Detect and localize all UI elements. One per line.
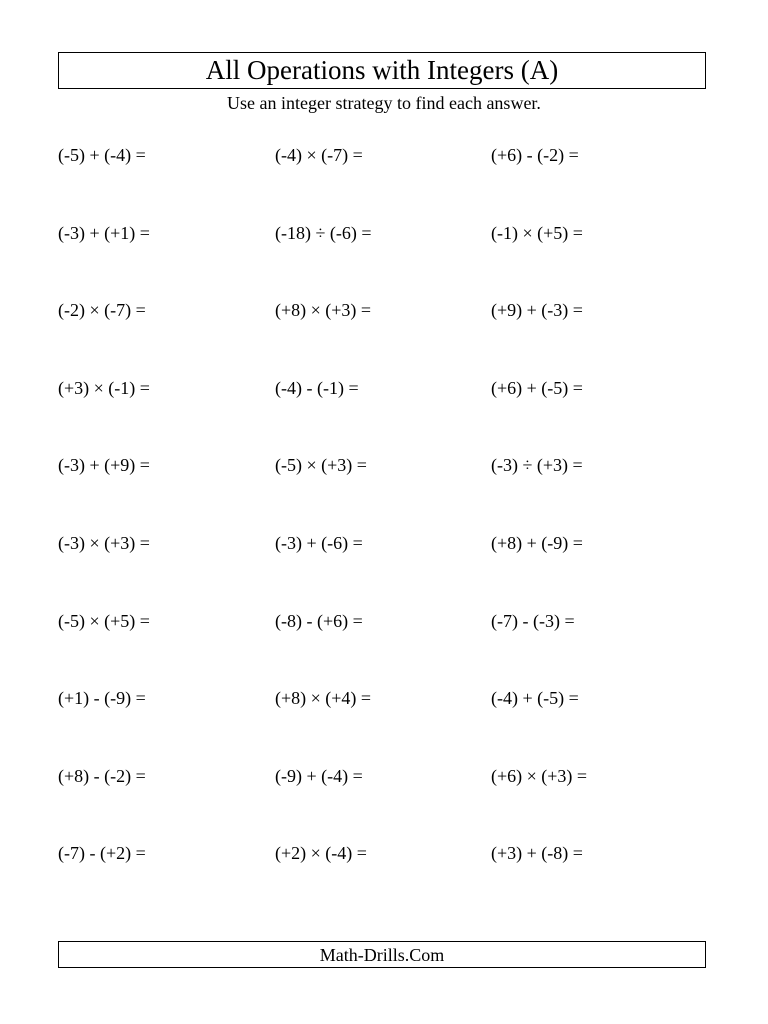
- problem-row: [58, 766, 708, 844]
- problem: (-7) - (+2) =: [58, 843, 146, 864]
- problem-row: [58, 455, 708, 533]
- footer-box: [58, 941, 706, 968]
- problem: (+3) × (-1) =: [58, 377, 150, 398]
- problem-row: [58, 688, 708, 766]
- problem: (-1) × (+5) =: [491, 222, 583, 243]
- problem: (-4) + (-5) =: [491, 688, 579, 709]
- problem-row: [58, 300, 708, 378]
- problem: (+9) + (-3) =: [491, 300, 583, 321]
- problem: (-7) - (-3) =: [491, 610, 575, 631]
- problem: (-4) - (-1) =: [275, 377, 359, 398]
- problem: (-18) ÷ (-6) =: [275, 222, 372, 243]
- problem-row: [58, 843, 708, 921]
- problem: (-3) × (+3) =: [58, 532, 150, 553]
- problem: (+8) × (+3) =: [275, 300, 372, 321]
- problem: (+6) + (-5) =: [491, 377, 583, 398]
- problem: (-5) × (+5) =: [58, 610, 150, 631]
- problem: (-3) + (+9) =: [58, 455, 150, 476]
- problem: (-3) + (+1) =: [58, 222, 150, 243]
- problem: (-3) ÷ (+3) =: [491, 455, 583, 476]
- problem: (+8) + (-9) =: [491, 532, 583, 553]
- problem-row: [58, 145, 708, 223]
- problem: (-8) - (+6) =: [275, 610, 363, 631]
- footer-credit: Math-Drills.Com: [319, 944, 445, 965]
- problem: (+6) × (+3) =: [491, 765, 588, 786]
- problem: (-5) × (+3) =: [275, 455, 367, 476]
- problem: (+8) - (-2) =: [58, 765, 146, 786]
- problem-row: [58, 533, 708, 611]
- problem: (-5) + (-4) =: [58, 145, 146, 165]
- problem: (-9) + (-4) =: [275, 765, 363, 786]
- problem-row: [58, 611, 708, 689]
- problem: (+1) - (-9) =: [58, 688, 146, 709]
- problem: (+6) - (-2) =: [491, 145, 579, 165]
- worksheet-title: All Operations with Integers (A): [205, 55, 559, 85]
- problem: (-2) × (-7) =: [58, 300, 146, 321]
- title-box: [58, 52, 706, 89]
- problem: (+3) + (-8) =: [491, 843, 583, 864]
- problem: (+2) × (-4) =: [275, 843, 367, 864]
- problem-grid: [58, 145, 708, 921]
- problem: (-4) × (-7) =: [275, 145, 363, 165]
- problem: (+8) × (+4) =: [275, 688, 372, 709]
- problem-row: [58, 223, 708, 301]
- worksheet-instructions: Use an integer strategy to find each answer.: [227, 93, 541, 113]
- problem: (-3) + (-6) =: [275, 532, 363, 553]
- problem-row: [58, 378, 708, 456]
